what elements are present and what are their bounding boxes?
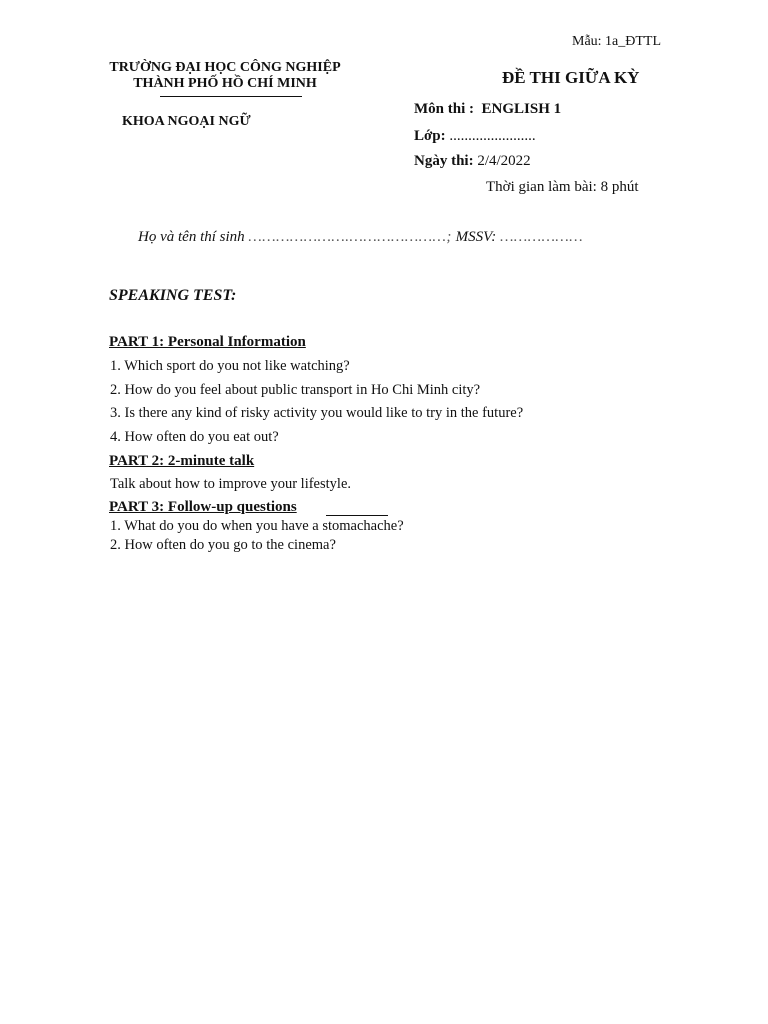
part1-question: 4. How often do you eat out? <box>110 429 279 445</box>
subject-value: ENGLISH 1 <box>481 101 562 117</box>
school-divider <box>160 96 302 97</box>
class-label: Lớp: <box>414 128 446 144</box>
school-name-line2: THÀNH PHỐ HỒ CHÍ MINH <box>133 76 317 91</box>
part3-question: 2. How often do you go to the cinema? <box>110 537 336 553</box>
class-field <box>414 128 536 145</box>
speaking-test-heading: SPEAKING TEST: <box>109 287 237 304</box>
part3-question: 1. What do you do when you have a stomachache? <box>110 518 404 534</box>
part3-underline <box>326 515 388 516</box>
exam-duration: Thời gian làm bài: 8 phút <box>486 179 639 195</box>
part1-question: 2. How do you feel about public transport in Ho Chi Minh city? <box>110 382 481 398</box>
subject-label: Môn thi : <box>414 101 474 117</box>
part2-title: PART 2: 2-minute talk <box>109 453 255 469</box>
part1-question: 1. Which sport do you not like watching? <box>110 358 350 374</box>
part2-prompt: Talk about how to improve your lifestyle. <box>110 476 352 492</box>
school-name-line1: TRƯỜNG ĐẠI HỌC CÔNG NGHIỆP <box>109 60 341 75</box>
candidate-line <box>138 229 583 246</box>
date-label: Ngày thi: <box>414 153 474 169</box>
form-code: Mẫu: 1a_ĐTTL <box>572 34 662 49</box>
school-name <box>84 60 366 92</box>
date-value: 2/4/2022 <box>477 153 531 169</box>
student-id-blank: ……………… <box>500 229 584 245</box>
class-value: ....................... <box>449 128 536 144</box>
part1-title: PART 1: Personal Information <box>109 334 306 350</box>
faculty-name: KHOA NGOẠI NGỮ <box>122 114 251 129</box>
subject-field <box>414 101 561 118</box>
exam-title: ĐỀ THI GIỮA KỲ <box>502 68 640 87</box>
date-field <box>414 153 531 170</box>
part1-question: 3. Is there any kind of risky activity you would like to try in the future? <box>110 405 524 421</box>
student-id-label: MSSV: <box>455 229 497 245</box>
part3-title: PART 3: Follow-up questions <box>109 499 297 515</box>
candidate-name-label: Họ và tên thí sinh <box>138 229 245 245</box>
candidate-name-blank: ………………….…………………; <box>248 229 452 245</box>
